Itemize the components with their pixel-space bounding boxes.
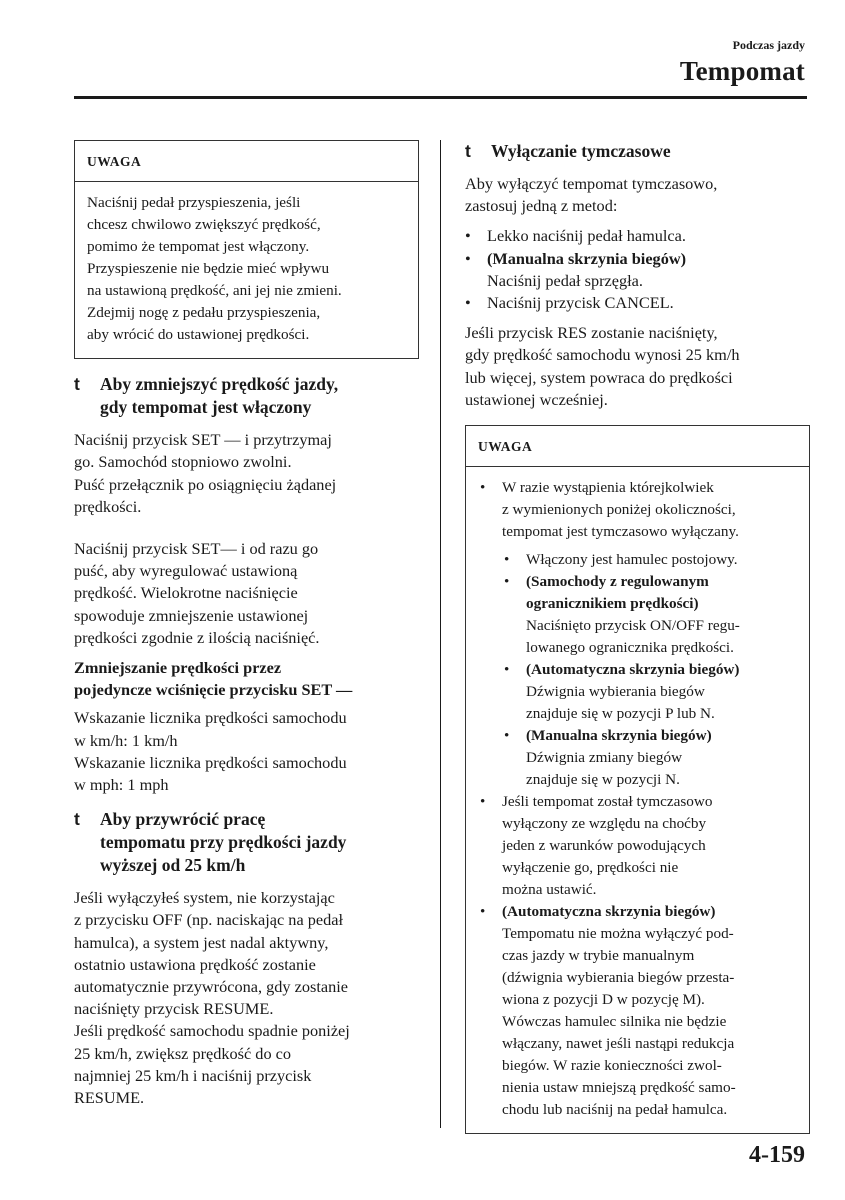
note-sub-list xyxy=(478,549,797,791)
note-sub-text: Naciśnięto przycisk ON/OFF regu- lowanego ogranicznika prędkości. xyxy=(526,617,740,657)
note-label: UWAGA xyxy=(75,141,418,182)
note-sub-item xyxy=(502,725,797,791)
list-item-text: Naciśnij pedał sprzęgła. xyxy=(487,270,643,290)
note-body xyxy=(466,467,809,1133)
page-title: Tempomat xyxy=(679,56,805,86)
paragraph: Wskazanie licznika prędkości samochodu w km/h: 1 km/h Wskazanie licznika prędkości samochodu w mph: 1 mph xyxy=(74,708,347,795)
note-bullet xyxy=(478,791,797,901)
section-heading-text: Aby przywrócić pracę tempomatu przy prędkości jazdy wyższej od 25 km/h xyxy=(100,809,347,876)
subheading: Zmniejszanie prędkości przez pojedyncze wciśnięcie przycisku SET — xyxy=(74,658,353,700)
list-item xyxy=(465,225,810,247)
section-heading-resume xyxy=(74,808,419,877)
note-sub-bold: (Automatyczna skrzynia biegów) xyxy=(526,661,740,679)
note-bullet-text: W razie wystąpienia którejkolwiek z wymienionych poniżej okoliczności, tempomat jest tymczasowo wyłączany. xyxy=(502,479,739,541)
list-item-text: Naciśnij przycisk CANCEL. xyxy=(487,293,674,313)
note-sub-text: Dźwignia zmiany biegów znajduje się w pozycji N. xyxy=(526,749,683,789)
note-bullet xyxy=(478,477,797,543)
note-sub-item xyxy=(502,659,797,725)
bullet-icon: • xyxy=(480,903,486,921)
note-bullet-bold: (Automatyczna skrzynia biegów) xyxy=(502,903,716,921)
note-sub-bold: (Manualna skrzynia biegów) xyxy=(526,727,712,745)
bullet-list xyxy=(465,225,810,314)
section-heading-temporary-off xyxy=(465,140,810,163)
note-box-right xyxy=(465,425,810,1134)
list-item-text: Lekko naciśnij pedał hamulca. xyxy=(487,226,686,246)
note-sub-bold: (Samochody z regulowanym ogranicznikiem prędkości) xyxy=(526,573,709,613)
note-text: Naciśnij pedał przyspieszenia, jeśli chcesz chwilowo zwiększyć prędkość, pomimo że tempomat jest włączony. Przyspieszenie nie będzie mieć wpływu na ustawioną prędkość, ani jej nie zmieni. Zdejmij nogę z pedału przyspieszenia, aby wrócić do ustawionej prędkości. xyxy=(87,194,342,344)
section-marker: t xyxy=(465,141,471,161)
page-number: 4-159 xyxy=(749,1142,805,1168)
bullet-icon: • xyxy=(465,248,471,268)
note-sub-item xyxy=(502,549,797,571)
section-heading-text: Wyłączanie tymczasowe xyxy=(491,141,671,161)
header-chapter: Podczas jazdy xyxy=(732,38,805,52)
bullet-icon: • xyxy=(504,573,510,591)
bullet-icon: • xyxy=(504,551,510,569)
left-column xyxy=(74,140,419,1117)
bullet-icon: • xyxy=(480,479,486,497)
list-item xyxy=(465,248,810,292)
bullet-icon: • xyxy=(504,661,510,679)
note-bullet-text: Tempomatu nie można wyłączyć pod- czas jazdy w trybie manualnym (dźwignia wybierania biegów przesta- wiona z pozycji D w pozycję M). Wówczas hamulec silnika nie będzie włączany, nawet jeśli nastąpi redukcja biegów. W razie konieczności zwol- nienia ustaw mniejszą prędkość samo- chodu lub naciśnij na pedał hamulca. xyxy=(502,925,736,1119)
section-heading-decrease-speed xyxy=(74,373,419,419)
note-box-left xyxy=(74,140,419,359)
bullet-icon: • xyxy=(465,293,471,313)
note-bullet xyxy=(478,901,797,1121)
right-column xyxy=(465,140,810,1148)
list-item xyxy=(465,292,810,314)
paragraph: Jeśli wyłączyłeś system, nie korzystając z przycisku OFF (np. naciskając na pedał hamulca), a system jest nadal aktywny, ostatnio ustawiona prędkość zostanie automatycznie przywrócona, gdy zostanie naciśnięty przycisk RESUME. Jeśli prędkość samochodu spadnie poniżej 25 km/h, zwiększ prędkość do co najmniej 25 km/h i naciśnij przycisk RESUME. xyxy=(74,888,350,1108)
note-bullet-text: Jeśli tempomat został tymczasowo wyłączony ze względu na choćby jeden z warunków powodujących wyłączenie go, prędkości nie można ustawić. xyxy=(502,793,713,899)
paragraph: Naciśnij przycisk SET— i od razu go puść, aby wyregulować ustawioną prędkość. Wielokrotne naciśnięcie spowoduje zmniejszenie ustawionej prędkości zgodnie z ilością naciśnięć. xyxy=(74,539,320,647)
bullet-icon: • xyxy=(465,226,471,246)
paragraph: Naciśnij przycisk SET — i przytrzymaj go. Samochód stopniowo zwolni. Puść przełącznik po osiągnięciu żądanej prędkości. xyxy=(74,430,337,516)
header-rule xyxy=(74,96,807,99)
note-label: UWAGA xyxy=(466,426,809,467)
note-sub-item xyxy=(502,571,797,659)
section-heading-text: Aby zmniejszyć prędkość jazdy, gdy tempomat jest włączony xyxy=(100,374,339,418)
bullet-icon: • xyxy=(480,793,486,811)
note-sub-text: Dźwignia wybierania biegów znajduje się w pozycji P lub N. xyxy=(526,683,715,723)
paragraph: Aby wyłączyć tempomat tymczasowo, zastosuj jedną z metod: xyxy=(465,174,718,216)
column-divider xyxy=(440,140,441,1128)
section-marker: t xyxy=(74,374,80,395)
list-item-bold: (Manualna skrzynia biegów) xyxy=(487,248,687,268)
bullet-icon: • xyxy=(504,727,510,745)
note-body xyxy=(75,182,418,358)
note-sub-text: Włączony jest hamulec postojowy. xyxy=(526,551,738,569)
section-marker: t xyxy=(74,809,80,830)
paragraph: Jeśli przycisk RES zostanie naciśnięty, gdy prędkość samochodu wynosi 25 km/h lub więcej, system powraca do prędkości ustawionej wcześniej. xyxy=(465,323,740,409)
